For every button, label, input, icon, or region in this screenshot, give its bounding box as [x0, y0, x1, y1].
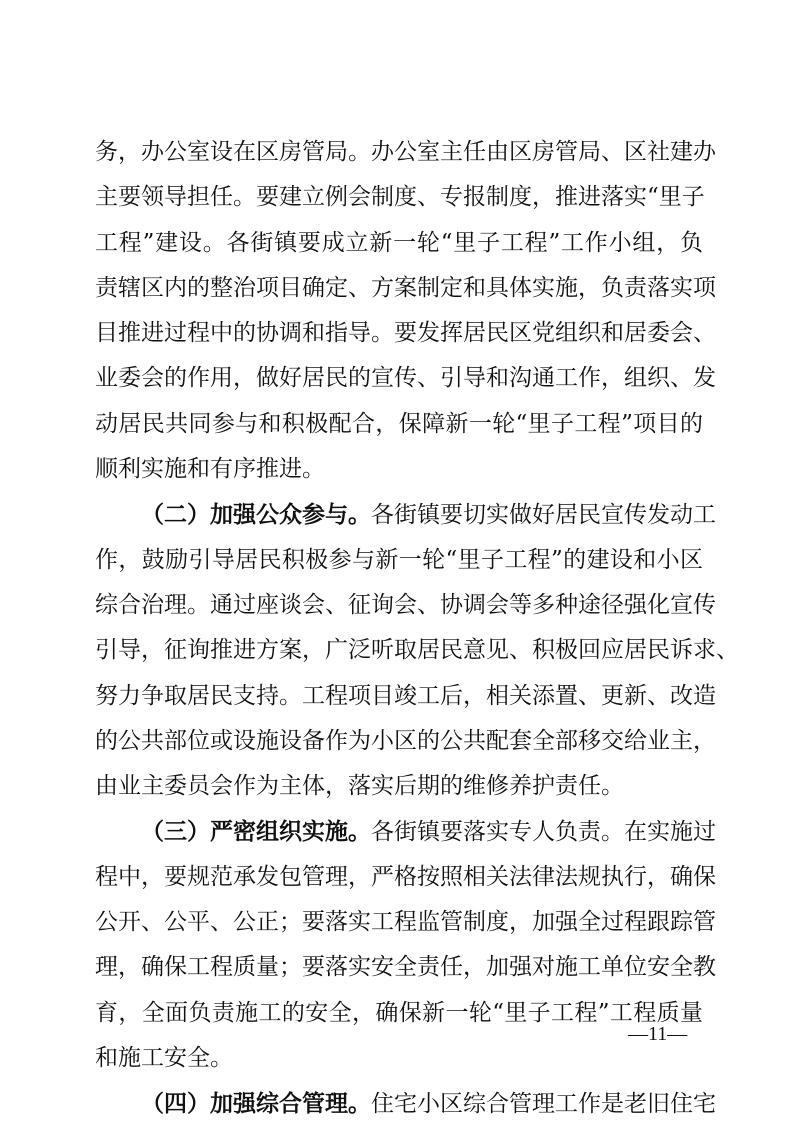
- text-line: 工程”建设。各街镇要成立新一轮“里子工程”工作小组，负: [95, 229, 703, 256]
- text-line: 和施工安全。: [95, 1044, 233, 1071]
- page-number: —11—: [628, 1023, 688, 1045]
- text-line: 公开、公平、公正；要落实工程监管制度，加强全过程跟踪管: [95, 909, 716, 936]
- text-line: 目推进过程中的协调和指导。要发挥居民区党组织和居委会、: [95, 320, 716, 347]
- text-line: 顺利实施和有序推进。: [95, 456, 325, 483]
- text-line: 综合治理。通过座谈会、征询会、协调会等多种途径强化宣传: [95, 591, 716, 618]
- section-4-first-line-text: 住宅小区综合管理工作是老旧住宅: [371, 1091, 716, 1118]
- text-line: 动居民共同参与和积极配合，保障新一轮“里子工程”项目的: [95, 410, 703, 437]
- text-line: 主要领导担任。要建立例会制度、专报制度，推进落实“里子: [95, 184, 705, 211]
- text-line: 责辖区内的整治项目确定、方案制定和具体实施，负责落实项: [95, 274, 716, 301]
- text-line: 由业主委员会作为主体，落实后期的维修养护责任。: [95, 773, 624, 800]
- section-2-heading: （二）加强公众参与。: [141, 501, 371, 529]
- text-line: 务，办公室设在区房管局。办公室主任由区房管局、区社建办: [95, 139, 716, 165]
- section-4-heading: （四）加强综合管理。: [141, 1090, 371, 1118]
- section-4-first-line: [95, 1081, 716, 1126]
- text-line: 引导，征询推进方案，广泛听取居民意见、积极回应居民诉求、: [95, 637, 739, 664]
- text-line: 程中，要规范承发包管理，严格按照相关法律法规执行，确保: [95, 863, 716, 890]
- section-2-first-line: [95, 492, 716, 537]
- section-3-first-line-text: 各街镇要落实专人负责。在实施过: [371, 819, 716, 846]
- text-line: 的公共部位或设施设备作为小区的公共配套全部移交给业主，: [95, 727, 716, 754]
- section-3-first-line: [95, 809, 716, 854]
- text-line: 业委会的作用，做好居民的宣传、引导和沟通工作，组织、发: [95, 365, 716, 392]
- text-line: 育，全面负责施工的安全，确保新一轮“里子工程”工程质量: [95, 999, 703, 1026]
- text-line: 努力争取居民支持。工程项目竣工后，相关添置、更新、改造: [95, 682, 716, 709]
- section-3-heading: （三）严密组织实施。: [141, 818, 371, 846]
- text-line: 理，确保工程质量；要落实安全责任，加强对施工单位安全教: [95, 954, 716, 981]
- body-text: [95, 130, 739, 1127]
- text-line: 作，鼓励引导居民积极参与新一轮“里子工程”的建设和小区: [95, 546, 703, 573]
- section-2-first-line-text: 各街镇要切实做好居民宣传发动工: [371, 502, 716, 529]
